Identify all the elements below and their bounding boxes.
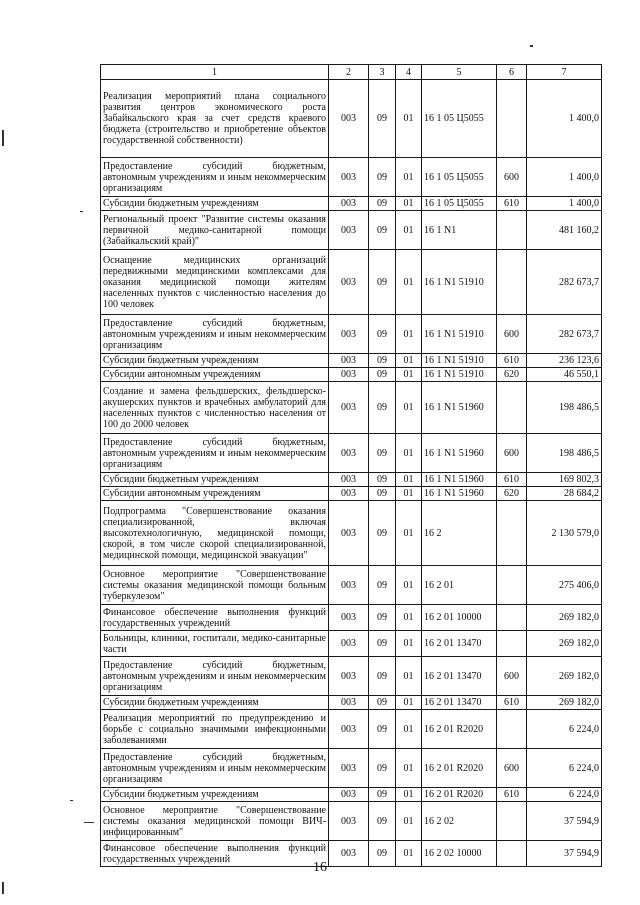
row-expense-type (497, 631, 527, 657)
row-subsection-code: 01 (396, 841, 422, 867)
row-name: Больницы, клиники, госпитали, медико-санитарные части (101, 631, 329, 657)
row-section-code: 09 (369, 211, 396, 250)
row-section-code: 09 (369, 657, 396, 696)
row-amount: 275 406,0 (527, 566, 602, 605)
row-section-code: 09 (369, 197, 396, 211)
row-amount: 1 400,0 (527, 158, 602, 197)
row-section-code: 09 (369, 841, 396, 867)
row-subsection-code: 01 (396, 696, 422, 710)
row-target-article: 16 1 N1 51910 (422, 315, 497, 354)
row-ministry-code: 003 (329, 197, 369, 211)
table-row (101, 657, 602, 696)
row-target-article: 16 1 N1 51960 (422, 382, 497, 434)
table-row (101, 354, 602, 368)
row-expense-type: 600 (497, 434, 527, 473)
row-amount: 46 550,1 (527, 368, 602, 382)
row-subsection-code: 01 (396, 788, 422, 802)
row-name: Финансовое обеспечение выполнения функций государственных учреждений (101, 841, 329, 867)
row-ministry-code: 003 (329, 80, 369, 158)
row-ministry-code: 003 (329, 382, 369, 434)
row-subsection-code: 01 (396, 354, 422, 368)
row-amount: 236 123,6 (527, 354, 602, 368)
row-section-code: 09 (369, 802, 396, 841)
row-expense-type (497, 382, 527, 434)
row-name: Реализация мероприятий по предупреждению и борьбе с социально значимыми инфекционными заболеваниями (101, 710, 329, 749)
table-row (101, 788, 602, 802)
row-expense-type: 620 (497, 487, 527, 501)
scan-speck (80, 211, 83, 212)
row-ministry-code: 003 (329, 566, 369, 605)
scan-speck (530, 45, 533, 47)
row-ministry-code: 003 (329, 368, 369, 382)
row-section-code: 09 (369, 315, 396, 354)
table-row (101, 749, 602, 788)
row-target-article: 16 1 05 Ц5055 (422, 80, 497, 158)
row-ministry-code: 003 (329, 696, 369, 710)
row-amount: 269 182,0 (527, 631, 602, 657)
scan-speck (2, 882, 4, 894)
scan-speck (70, 800, 73, 801)
row-target-article: 16 1 05 Ц5055 (422, 158, 497, 197)
row-ministry-code: 003 (329, 501, 369, 566)
budget-table (100, 64, 602, 867)
row-name: Предоставление субсидий бюджетным, автономным учреждениям и иным некоммерческим организациям (101, 749, 329, 788)
row-subsection-code: 01 (396, 250, 422, 315)
column-header: 4 (396, 65, 422, 80)
row-ministry-code: 003 (329, 473, 369, 487)
row-target-article: 16 1 N1 51960 (422, 487, 497, 501)
row-target-article: 16 2 01 (422, 566, 497, 605)
row-expense-type (497, 250, 527, 315)
row-section-code: 09 (369, 749, 396, 788)
row-amount: 282 673,7 (527, 315, 602, 354)
row-ministry-code: 003 (329, 631, 369, 657)
row-subsection-code: 01 (396, 631, 422, 657)
row-target-article: 16 2 (422, 501, 497, 566)
row-name: Субсидии бюджетным учреждениям (101, 197, 329, 211)
row-amount: 6 224,0 (527, 749, 602, 788)
row-target-article: 16 2 01 13470 (422, 696, 497, 710)
table-row (101, 501, 602, 566)
row-name: Предоставление субсидий бюджетным, автономным учреждениям и иным некоммерческим организациям (101, 434, 329, 473)
row-expense-type: 610 (497, 354, 527, 368)
row-amount: 1 400,0 (527, 197, 602, 211)
row-expense-type: 620 (497, 368, 527, 382)
table-header-row (101, 65, 602, 80)
row-amount: 481 160,2 (527, 211, 602, 250)
row-target-article: 16 1 N1 51910 (422, 250, 497, 315)
table-row (101, 631, 602, 657)
row-subsection-code: 01 (396, 158, 422, 197)
row-amount: 269 182,0 (527, 605, 602, 631)
scan-speck (2, 130, 4, 146)
table-row (101, 566, 602, 605)
row-expense-type: 600 (497, 158, 527, 197)
row-name: Субсидии автономным учреждениям (101, 368, 329, 382)
row-name: Субсидии бюджетным учреждениям (101, 473, 329, 487)
row-expense-type: 600 (497, 315, 527, 354)
table-row (101, 434, 602, 473)
row-ministry-code: 003 (329, 434, 369, 473)
row-section-code: 09 (369, 382, 396, 434)
row-name: Реализация мероприятий плана социального развития центров экономического роста Забайкальского края за счет средств краевого бюджета (строительство и приобретение объектов государственной собственности) (101, 80, 329, 158)
table-body (101, 80, 602, 867)
row-ministry-code: 003 (329, 749, 369, 788)
table-row (101, 197, 602, 211)
row-subsection-code: 01 (396, 368, 422, 382)
row-target-article: 16 1 05 Ц5055 (422, 197, 497, 211)
row-expense-type (497, 211, 527, 250)
row-name: Субсидии бюджетным учреждениям (101, 696, 329, 710)
row-expense-type (497, 605, 527, 631)
row-expense-type (497, 501, 527, 566)
row-target-article: 16 2 02 10000 (422, 841, 497, 867)
scan-speck (84, 822, 94, 823)
row-section-code: 09 (369, 631, 396, 657)
row-section-code: 09 (369, 788, 396, 802)
row-section-code: 09 (369, 501, 396, 566)
row-subsection-code: 01 (396, 473, 422, 487)
row-name: Предоставление субсидий бюджетным, автономным учреждениям и иным некоммерческим организациям (101, 158, 329, 197)
row-target-article: 16 2 01 13470 (422, 657, 497, 696)
row-amount: 198 486,5 (527, 434, 602, 473)
row-amount: 37 594,9 (527, 802, 602, 841)
row-target-article: 16 1 N1 51910 (422, 368, 497, 382)
row-section-code: 09 (369, 368, 396, 382)
page-number: 16 (313, 860, 327, 875)
row-section-code: 09 (369, 710, 396, 749)
table-row (101, 250, 602, 315)
row-amount: 282 673,7 (527, 250, 602, 315)
row-amount: 169 802,3 (527, 473, 602, 487)
table-row (101, 696, 602, 710)
row-target-article: 16 1 N1 51910 (422, 354, 497, 368)
column-header: 5 (422, 65, 497, 80)
row-name: Предоставление субсидий бюджетным, автономным учреждениям и иным некоммерческим организациям (101, 315, 329, 354)
row-ministry-code: 003 (329, 250, 369, 315)
row-name: Субсидии бюджетным учреждениям (101, 354, 329, 368)
row-name: Региональный проект "Развитие системы оказания первичной медико-санитарной помощи (Забайкальский край)" (101, 211, 329, 250)
column-header: 7 (527, 65, 602, 80)
row-expense-type: 600 (497, 749, 527, 788)
row-section-code: 09 (369, 250, 396, 315)
row-subsection-code: 01 (396, 80, 422, 158)
row-section-code: 09 (369, 80, 396, 158)
row-subsection-code: 01 (396, 501, 422, 566)
row-ministry-code: 003 (329, 788, 369, 802)
row-subsection-code: 01 (396, 802, 422, 841)
row-expense-type: 600 (497, 657, 527, 696)
row-section-code: 09 (369, 605, 396, 631)
row-subsection-code: 01 (396, 315, 422, 354)
table-row (101, 80, 602, 158)
row-expense-type (497, 802, 527, 841)
row-section-code: 09 (369, 487, 396, 501)
row-amount: 1 400,0 (527, 80, 602, 158)
row-section-code: 09 (369, 473, 396, 487)
table-row (101, 211, 602, 250)
row-subsection-code: 01 (396, 487, 422, 501)
row-ministry-code: 003 (329, 158, 369, 197)
table-row (101, 710, 602, 749)
column-header: 3 (369, 65, 396, 80)
row-name: Основное мероприятие "Совершенствование системы оказания медицинской помощи ВИЧ-инфицированным" (101, 802, 329, 841)
row-subsection-code: 01 (396, 197, 422, 211)
row-expense-type: 610 (497, 696, 527, 710)
row-amount: 37 594,9 (527, 841, 602, 867)
row-ministry-code: 003 (329, 315, 369, 354)
row-target-article: 16 1 N1 (422, 211, 497, 250)
row-expense-type: 610 (497, 788, 527, 802)
table-row (101, 315, 602, 354)
row-target-article: 16 1 N1 51960 (422, 473, 497, 487)
row-name: Создание и замена фельдшерских, фельдшерско-акушерских пунктов и врачебных амбулаторий для населенных пунктов с численностью населения от 100 до 2000 человек (101, 382, 329, 434)
table-row (101, 473, 602, 487)
row-subsection-code: 01 (396, 710, 422, 749)
row-subsection-code: 01 (396, 211, 422, 250)
row-target-article: 16 2 01 R2020 (422, 749, 497, 788)
row-name: Предоставление субсидий бюджетным, автономным учреждениям и иным некоммерческим организациям (101, 657, 329, 696)
row-target-article: 16 2 02 (422, 802, 497, 841)
row-target-article: 16 2 01 R2020 (422, 788, 497, 802)
row-name: Финансовое обеспечение выполнения функций государственных учреждений (101, 605, 329, 631)
row-name: Основное мероприятие "Совершенствование системы оказания медицинской помощи больным туберкулезом" (101, 566, 329, 605)
row-target-article: 16 2 01 13470 (422, 631, 497, 657)
row-ministry-code: 003 (329, 605, 369, 631)
row-ministry-code: 003 (329, 710, 369, 749)
row-ministry-code: 003 (329, 802, 369, 841)
row-ministry-code: 003 (329, 211, 369, 250)
row-name: Подпрограмма "Совершенствование оказания специализированной, включая высокотехнологичную, медицинской помощи, скорой, в том числе скорой специализированной, медицинской помощи, медицинской эвакуации" (101, 501, 329, 566)
table-row (101, 802, 602, 841)
row-amount: 198 486,5 (527, 382, 602, 434)
row-subsection-code: 01 (396, 434, 422, 473)
row-expense-type: 610 (497, 197, 527, 211)
row-subsection-code: 01 (396, 605, 422, 631)
table-row (101, 382, 602, 434)
row-amount: 6 224,0 (527, 788, 602, 802)
row-expense-type (497, 710, 527, 749)
row-section-code: 09 (369, 434, 396, 473)
row-target-article: 16 1 N1 51960 (422, 434, 497, 473)
column-header: 2 (329, 65, 369, 80)
row-amount: 269 182,0 (527, 657, 602, 696)
row-subsection-code: 01 (396, 382, 422, 434)
row-amount: 6 224,0 (527, 710, 602, 749)
row-target-article: 16 2 01 R2020 (422, 710, 497, 749)
row-section-code: 09 (369, 158, 396, 197)
row-amount: 269 182,0 (527, 696, 602, 710)
table-row (101, 605, 602, 631)
row-expense-type (497, 80, 527, 158)
row-target-article: 16 2 01 10000 (422, 605, 497, 631)
row-section-code: 09 (369, 566, 396, 605)
row-ministry-code: 003 (329, 657, 369, 696)
row-subsection-code: 01 (396, 749, 422, 788)
row-section-code: 09 (369, 696, 396, 710)
row-name: Оснащение медицинских организаций передвижными медицинскими комплексами для оказания медицинской помощи жителям населенных пунктов с численностью населения до 100 человек (101, 250, 329, 315)
row-name: Субсидии бюджетным учреждениям (101, 788, 329, 802)
row-expense-type (497, 566, 527, 605)
row-ministry-code: 003 (329, 487, 369, 501)
row-amount: 2 130 579,0 (527, 501, 602, 566)
table-row (101, 487, 602, 501)
row-ministry-code: 003 (329, 841, 369, 867)
table-row (101, 368, 602, 382)
column-header: 1 (101, 65, 329, 80)
row-amount: 28 684,2 (527, 487, 602, 501)
row-subsection-code: 01 (396, 566, 422, 605)
row-subsection-code: 01 (396, 657, 422, 696)
table-row (101, 158, 602, 197)
row-expense-type: 610 (497, 473, 527, 487)
column-header: 6 (497, 65, 527, 80)
row-name: Субсидии автономным учреждениям (101, 487, 329, 501)
row-ministry-code: 003 (329, 354, 369, 368)
row-section-code: 09 (369, 354, 396, 368)
